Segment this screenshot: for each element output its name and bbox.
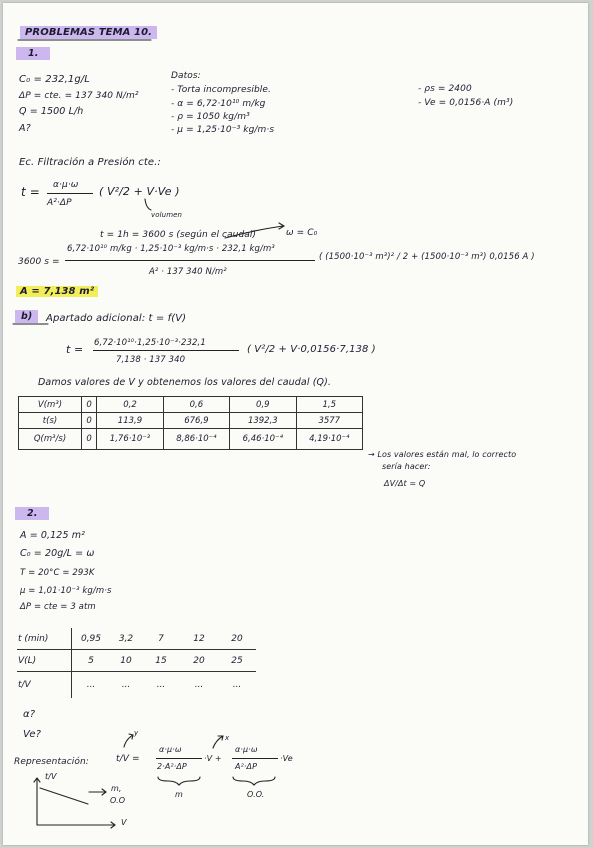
table-cell: Q(m³/s) — [19, 429, 82, 450]
table-cell: t(s) — [19, 413, 82, 429]
part-b-note: Damos valores de V y obtenemos los valores del caudal (Q). — [38, 377, 332, 388]
y-axis-arrow — [124, 734, 133, 747]
p1-volumen-label: volumen — [151, 211, 183, 219]
p2-question-ve: Ve? — [23, 729, 42, 740]
table-cell: t (min) — [17, 628, 72, 650]
table-cell: 3,2 — [110, 628, 142, 650]
table-row — [17, 672, 256, 699]
p2-repr-label: Representación: — [14, 757, 89, 767]
table-cell: 0 — [82, 397, 97, 413]
part-b-label: b) — [15, 311, 38, 323]
p1-big-paren: ( (1500·10⁻³ m³)² / 2 + (1500·10⁻³ m³) 0,0156 A ) — [319, 252, 535, 262]
p2-table — [17, 628, 256, 698]
table-cell: 20 — [180, 650, 218, 672]
p1-big-fraction-line — [65, 260, 315, 261]
graph-line — [40, 788, 88, 804]
part-b-side-note-2: sería hacer: — [382, 462, 431, 471]
p1-big-lhs: 3600 s = — [18, 257, 60, 267]
p1-datos-label: Datos: — [171, 71, 201, 81]
p2-given-t: T = 20°C = 293K — [20, 568, 95, 578]
p2-repr-term2-den: A²·ΔP — [235, 762, 258, 771]
table-cell: ... — [232, 680, 242, 690]
p2-repr-fraction1 — [156, 758, 202, 759]
p1-eq-num: α·μ·ω — [53, 180, 79, 190]
table-cell: 0,2 — [97, 397, 163, 413]
problem-2-number: 2. — [15, 508, 49, 520]
table-cell: 1392,3 — [230, 413, 296, 429]
table-cell: 0 — [82, 429, 97, 450]
p2-repr-ve: ·Ve — [280, 754, 293, 763]
p2-graph-x-label: V — [121, 818, 127, 827]
table-cell: 20 — [218, 628, 256, 650]
table-cell: ... — [121, 680, 131, 690]
p2-given-mu: μ = 1,01·10⁻³ kg/m·s — [20, 586, 112, 596]
brace-oo — [233, 777, 275, 785]
table-cell: 7 — [142, 628, 180, 650]
table-row — [17, 650, 256, 672]
table-cell: 6,46·10⁻⁴ — [230, 429, 296, 450]
p1-section-title: Ec. Filtración a Presión cte.: — [19, 157, 161, 168]
p2-graph-y-label: t/V — [45, 772, 57, 781]
part-b-side-note-1: → Los valores están mal, lo correcto — [368, 450, 517, 459]
p1-eq-fraction-line — [47, 193, 93, 194]
p1-big-num: 6,72·10¹⁰ m/kg · 1,25·10⁻³ kg/m·s · 232,1 kg/m³ — [67, 244, 275, 254]
table-cell: ... — [156, 680, 166, 690]
part-b-fraction-line — [93, 350, 239, 351]
graph-x-axis — [37, 822, 115, 828]
table-cell: 12 — [180, 628, 218, 650]
p2-given-dp: ΔP = cte = 3 atm — [20, 602, 96, 612]
table-cell: ... — [194, 680, 204, 690]
table-cell: 4,19·10⁻⁴ — [296, 429, 362, 450]
table-cell: 113,9 — [97, 413, 163, 429]
p2-brace-m-label: m — [175, 790, 183, 799]
part-b-eq-num: 6,72·10¹⁰·1,25·10⁻³·232,1 — [94, 338, 206, 348]
p2-question-alpha: α? — [23, 709, 36, 720]
p1-extra-ve: - Ve = 0,0156·A (m³) — [418, 98, 514, 108]
p1-eq-paren: ( V²/2 + V·Ve ) — [99, 185, 180, 198]
table-cell: 3577 — [296, 413, 362, 429]
table-row — [19, 413, 363, 429]
p1-dato-torta: - Torta incompresible. — [171, 85, 271, 95]
p1-given-dp: ΔP = cte. = 137 340 N/m² — [19, 91, 139, 101]
notebook-page — [3, 3, 588, 845]
p2-given-c0: C₀ = 20g/L = ω — [20, 548, 95, 559]
part-b-side-note-3: ΔV/Δt = Q — [384, 479, 426, 488]
p2-graph-m-label: m, — [111, 784, 122, 793]
table-cell: V(L) — [17, 650, 72, 672]
part-b-table — [18, 396, 363, 450]
table-cell: 15 — [142, 650, 180, 672]
table-cell: 5 — [72, 650, 111, 672]
table-row — [19, 397, 363, 413]
table-cell: ... — [86, 680, 96, 690]
p2-repr-term2-num: α·μ·ω — [235, 745, 258, 754]
table-cell: 25 — [218, 650, 256, 672]
part-b-eq-paren: ( V²/2 + V·0,0156·7,138 ) — [247, 344, 376, 355]
graph-y-axis — [34, 778, 40, 825]
part-b-title: Apartado adicional: t = f(V) — [46, 313, 187, 324]
part-b-eq-den: 7,138 · 137 340 — [116, 355, 186, 365]
p1-eq-lhs: t = — [21, 185, 40, 199]
p1-dato-mu: - μ = 1,25·10⁻³ kg/m·s — [171, 125, 275, 135]
table-row — [17, 628, 256, 650]
p1-eq-den: A²·ΔP — [47, 198, 72, 208]
part-b-eq-lhs: t = — [66, 343, 84, 356]
p2-given-a: A = 0,125 m² — [20, 530, 85, 541]
x-axis-arrow — [213, 736, 223, 748]
graph-pointer — [89, 789, 106, 795]
p2-brace-oo-label: O.O. — [247, 790, 265, 799]
p2-repr-term1-num: α·μ·ω — [159, 745, 182, 754]
p2-repr-fraction2 — [232, 758, 278, 759]
table-cell: 1,76·10⁻³ — [97, 429, 163, 450]
p1-given-a: A? — [19, 123, 31, 134]
p1-t-note: t = 1h = 3600 s (según el caudal) — [100, 230, 257, 240]
table-cell: 1,5 — [296, 397, 362, 413]
p1-extra-rhos: - ρs = 2400 — [418, 84, 472, 94]
table-cell: 676,9 — [163, 413, 229, 429]
p1-given-c0: C₀ = 232,1g/L — [19, 74, 90, 85]
table-cell: 0,6 — [163, 397, 229, 413]
p2-repr-lhs: t/V = — [116, 754, 140, 764]
problem-1-number: 1. — [16, 48, 50, 60]
p1-big-den: A² · 137 340 N/m² — [149, 267, 227, 277]
p1-dato-alpha: - α = 6,72·10¹⁰ m/kg — [171, 99, 266, 109]
table-cell: 10 — [110, 650, 142, 672]
p2-axis-x-label: x — [225, 734, 230, 742]
page-title: PROBLEMAS TEMA 10. — [20, 27, 157, 39]
p2-axis-y-label: y — [134, 729, 139, 737]
table-cell: 8,86·10⁻⁴ — [163, 429, 229, 450]
p2-repr-term1-den: 2·A²·ΔP — [157, 762, 187, 771]
table-cell: V(m³) — [19, 397, 82, 413]
p1-answer: A = 7,138 m² — [16, 286, 98, 298]
p2-repr-v: ·V + — [204, 754, 222, 763]
p1-given-q: Q = 1500 L/h — [19, 106, 84, 117]
p2-graph-oo-label: O.O — [110, 796, 126, 805]
table-cell: t/V — [17, 672, 72, 699]
p1-dato-rho: - ρ = 1050 kg/m³ — [171, 112, 250, 122]
table-cell: 0,95 — [72, 628, 111, 650]
table-cell: 0,9 — [230, 397, 296, 413]
table-cell: 0 — [82, 413, 97, 429]
brace-m — [158, 777, 200, 785]
table-row — [19, 429, 363, 450]
p1-w-note: ω = C₀ — [286, 228, 318, 238]
